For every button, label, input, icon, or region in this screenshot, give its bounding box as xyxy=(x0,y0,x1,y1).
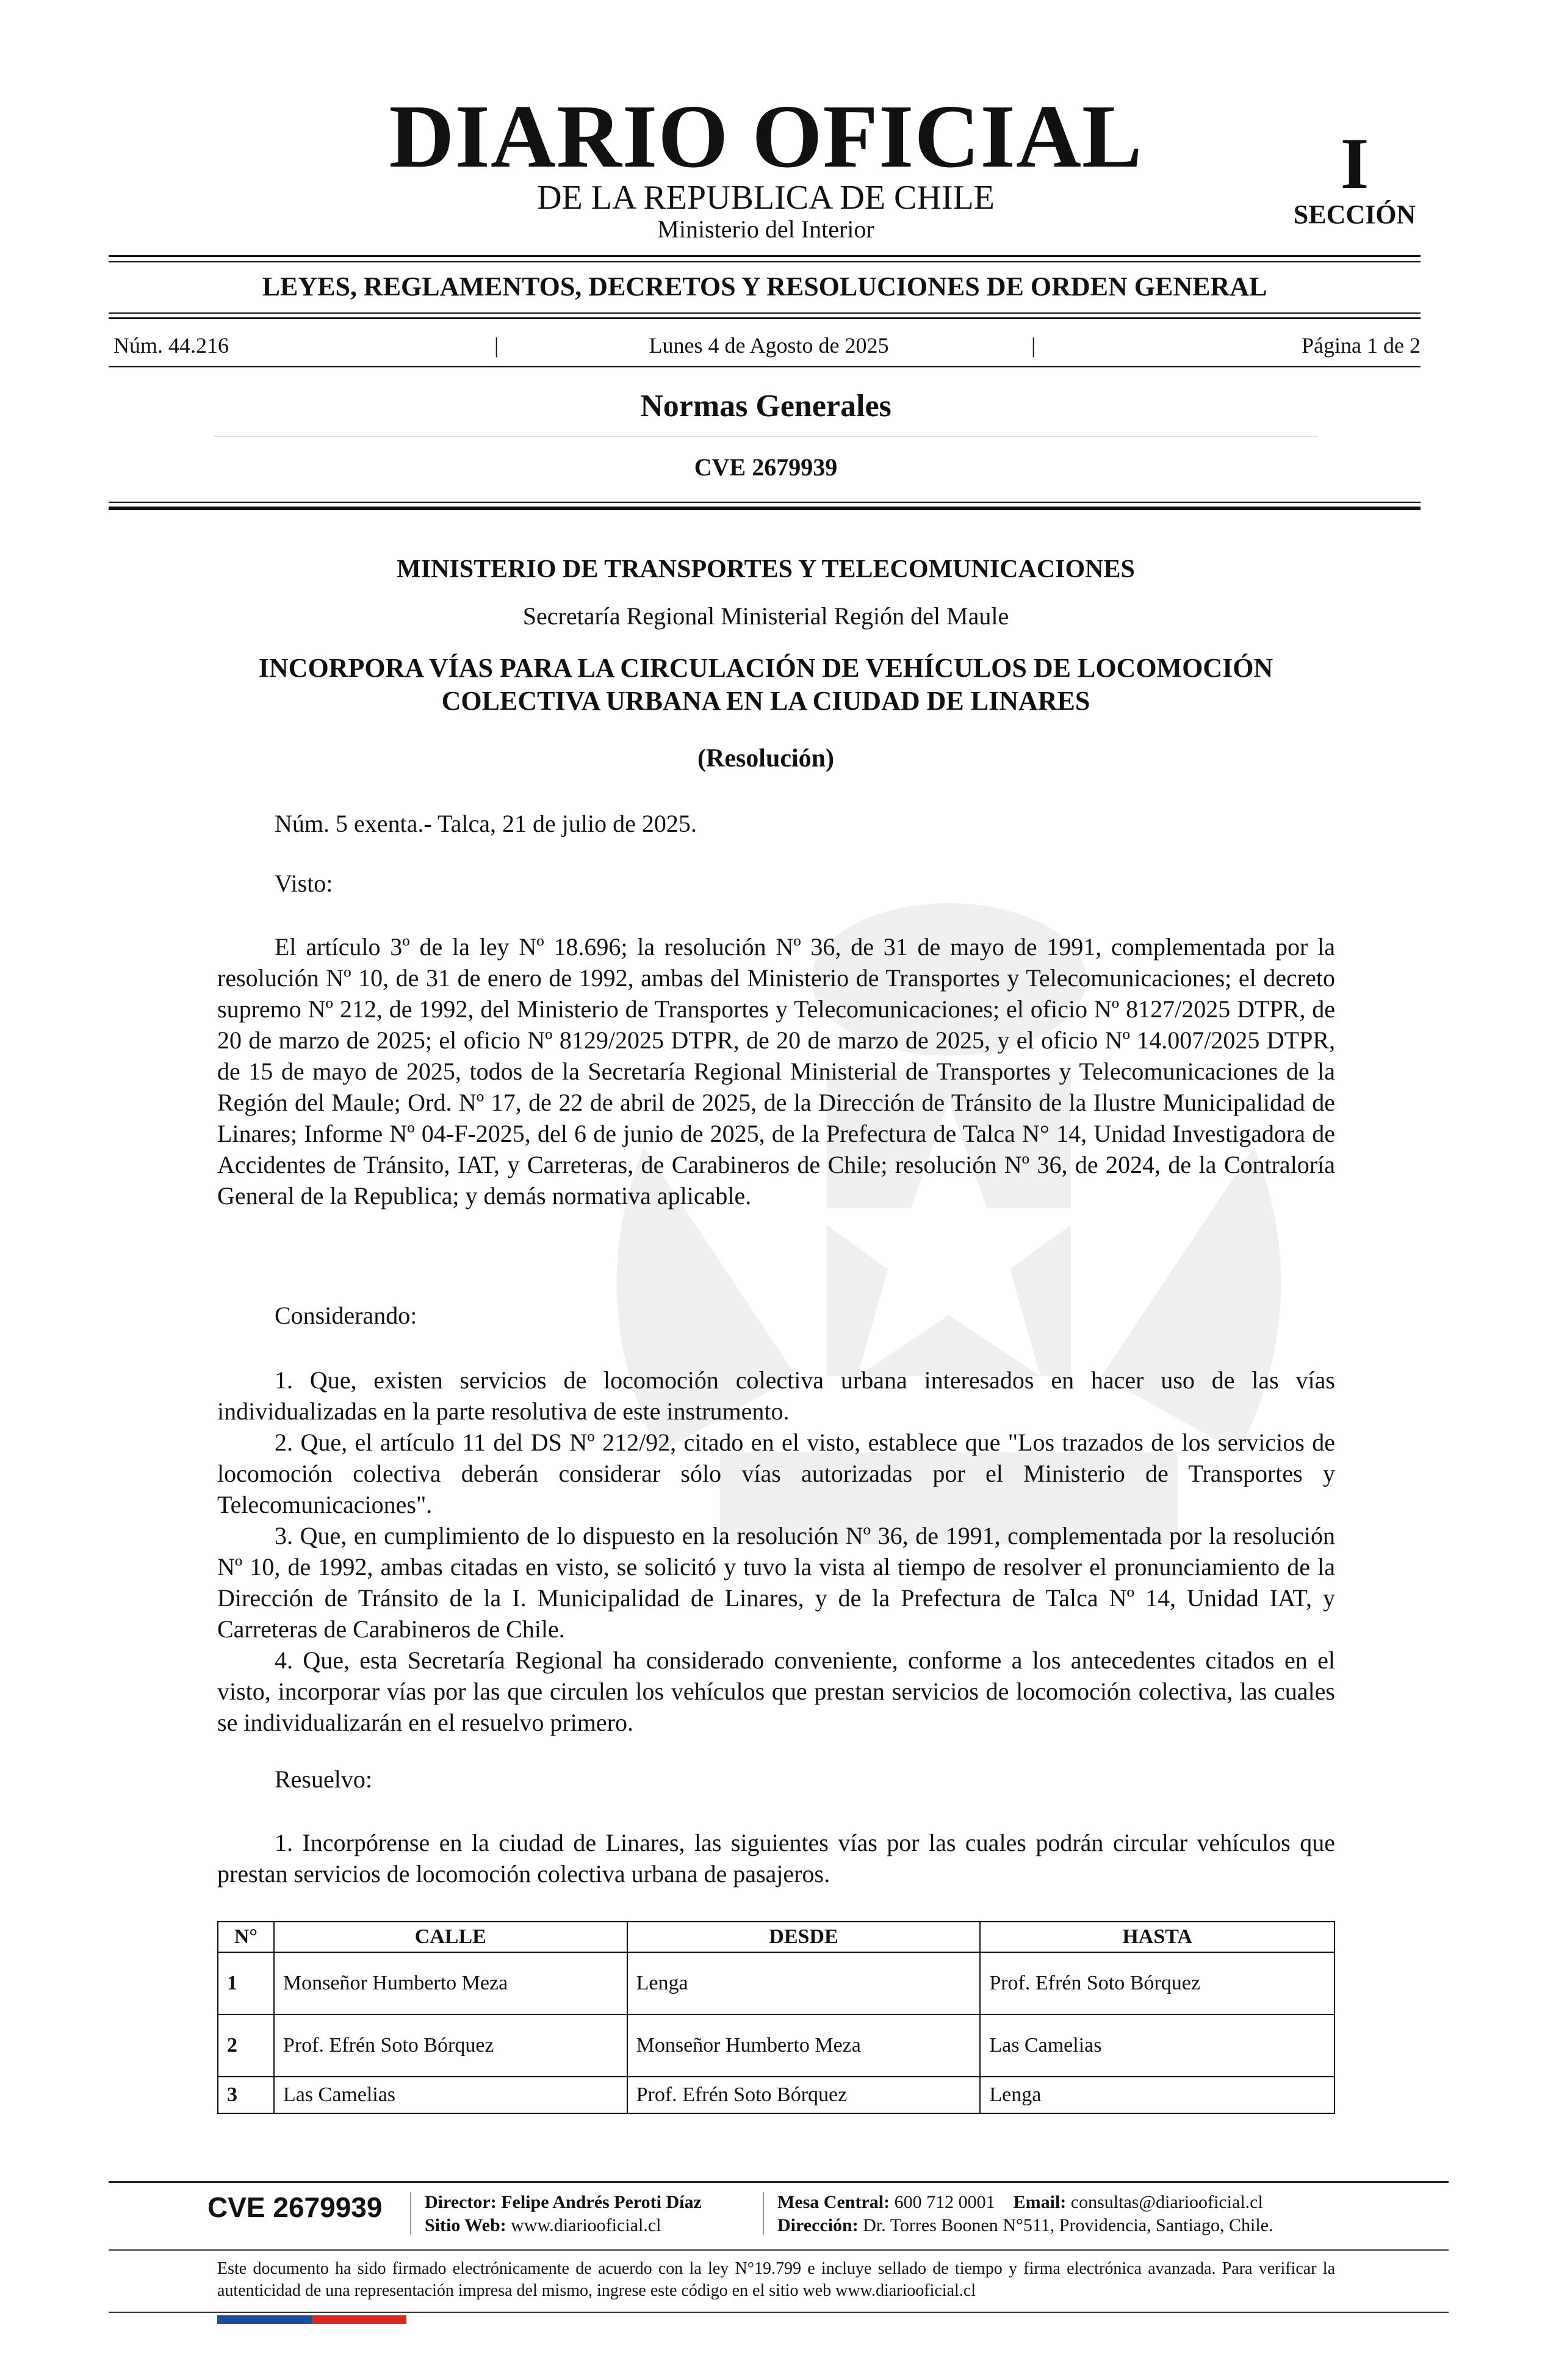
section-heading-divider xyxy=(214,436,1318,437)
visto-label: Visto: xyxy=(275,870,333,897)
section-heading: Normas Generales xyxy=(640,389,891,424)
masthead-subtitle: DE LA REPUBLICA DE CHILE xyxy=(537,179,995,217)
considerando-item: 3. Que, en cumplimiento de lo dispuesto en la resolución Nº 36, de 1991, complementada por la resolución Nº 10, de 1992, ambas citadas en visto, se solicitó y tuvo la vista al tiempo de resolver el pronunciamiento de la Dirección de Tránsito de la I. Municipalidad de Linares, y de la Prefectura de Talca Nº 14, Unidad IAT, y Carreteras de Carabineros de Chile. xyxy=(217,1522,1335,1643)
issue-date: Lunes 4 de Agosto de 2025 xyxy=(649,333,889,358)
table-header-row xyxy=(218,1922,1334,1952)
footer-rule xyxy=(109,2181,1449,2183)
document-title: INCORPORA VÍAS PARA LA CIRCULACIÓN DE VEHÍCULOS DE LOCOMOCIÓN COLECTIVA URBANA EN LA CIUDAD DE LINARES xyxy=(258,653,1273,716)
band-title: LEYES, REGLAMENTOS, DECRETOS Y RESOLUCIONES DE ORDEN GENERAL xyxy=(262,272,1267,301)
footer-legal-notice: Este documento ha sido firmado electrónicamente de acuerdo con la ley N°19.799 e incluye sellado de tiempo y firma electrónica avanzada. Para verificar la autenticidad de una representación impresa del mismo, ingrese este código en el sitio web www.diariooficial.cl xyxy=(217,2259,1335,2300)
table-cell: Prof. Efrén Soto Bórquez xyxy=(980,1952,1334,2014)
column-header: DESDE xyxy=(627,1922,981,1952)
streets-table xyxy=(217,1921,1335,2114)
column-header: HASTA xyxy=(980,1922,1334,1952)
director-label: Director: xyxy=(425,2192,497,2212)
column-header: CALLE xyxy=(274,1922,627,1952)
table-cell: Las Camelias xyxy=(274,2077,627,2113)
table-cell: 3 xyxy=(218,2077,274,2113)
table-cell: 2 xyxy=(218,2014,274,2077)
website-label: Sitio Web: xyxy=(425,2215,506,2235)
table-cell: 1 xyxy=(218,1952,274,2014)
table-row xyxy=(218,1952,1334,2014)
email-link[interactable]: consultas@diariooficial.cl xyxy=(1070,2192,1263,2212)
masthead-ministry: Ministerio del Interior xyxy=(657,215,874,243)
address-label: Dirección: xyxy=(777,2215,859,2235)
cve-code: CVE 2679939 xyxy=(694,453,838,481)
table-row xyxy=(218,2077,1334,2113)
band-rule-thick xyxy=(109,317,1421,319)
ministry-office: Secretaría Regional Ministerial Región del Maule xyxy=(522,602,1009,630)
resuelvo-paragraph: 1. Incorpórense en la ciudad de Linares, las siguientes vías por las cuales podrán circular vehículos que prestan servicios de locomoción colectiva urbana de pasajeros. xyxy=(217,1829,1335,1888)
flag-stripe xyxy=(217,2315,406,2324)
resuelvo-label: Resuelvo: xyxy=(275,1765,372,1793)
considerando-item: 2. Que, el artículo 11 del DS Nº 212/92, citado en el visto, establece que "Los trazados de los servicios de locomoción colectiva deberán considerar sólo vías autorizadas por el Ministerio de Transportes y Telecomunicaciones". xyxy=(217,1429,1335,1518)
table-cell: Lenga xyxy=(980,2077,1334,2113)
issue-separator: | xyxy=(1031,333,1036,358)
flag-stripe-segment xyxy=(359,2315,407,2324)
footer-cve-code: CVE 2679939 xyxy=(207,2191,383,2223)
director-name: Felipe Andrés Peroti Díaz xyxy=(501,2192,702,2212)
table-cell: Monseñor Humberto Meza xyxy=(627,2014,981,2077)
table-cell: Las Camelias xyxy=(980,2014,1334,2077)
visto-paragraph: El artículo 3º de la ley Nº 18.696; la resolución Nº 36, de 31 de mayo de 1991, complementada por la resolución Nº 10, de 31 de enero de 1992, ambas del Ministerio de Transportes y Telecomunicaciones; el decreto supremo Nº 212, de 1992, del Ministerio de Transportes y Telecomunicaciones; el oficio Nº 8127/2025 DTPR, de 20 de marzo de 2025; el oficio Nº 8129/2025 DTPR, de 20 de marzo de 2025, y el oficio Nº 14.007/2025 DTPR, de 15 de mayo de 2025, todos de la Secretaría Regional Ministerial de Transportes y Telecomunicaciones de la Región del Maule; Ord. Nº 17, de 22 de abril de 2025, de la Dirección de Tránsito de la Ilustre Municipalidad de Linares; Informe Nº 04-F-2025, del 6 de junio de 2025, de la Prefectura de Talca N° 14, Unidad Investigadora de Accidentes de Tránsito, IAT, y Carreteras, de Carabineros de Chile; resolución Nº 36, de 2024, de la Contraloría General de la Republica; y demás normativa aplicable. xyxy=(217,933,1335,1210)
table-cell: Prof. Efrén Soto Bórquez xyxy=(274,2014,627,2077)
footer-divider xyxy=(763,2192,764,2235)
flag-stripe-segment xyxy=(217,2315,265,2324)
band-rule-thin xyxy=(109,312,1421,314)
column-header: N° xyxy=(218,1922,274,1952)
footer-contact-block xyxy=(777,2191,1273,2237)
section-label: SECCIÓN xyxy=(1293,200,1416,229)
issue-separator: | xyxy=(494,333,499,358)
footer-rule xyxy=(109,2312,1449,2313)
flag-stripe-segment xyxy=(312,2315,359,2324)
section-numeral: I xyxy=(1340,123,1369,204)
issue-number: Núm. 44.216 xyxy=(113,333,229,358)
considerando-list xyxy=(217,1365,1335,1738)
considerando-item: 4. Que, esta Secretaría Regional ha considerado conveniente, conforme a los antecedentes citados en el visto, incorporar vías por las que circulen los vehículos que prestan servicios de locomoción colectiva, las cuales se individualizarán en el resuelvo primero. xyxy=(217,1646,1335,1736)
issue-page: Página 1 de 2 xyxy=(1302,333,1421,358)
considerando-label: Considerando: xyxy=(275,1302,417,1329)
footer-rule xyxy=(109,2249,1449,2251)
address-text: Dr. Torres Boonen N°511, Providencia, Santiago, Chile. xyxy=(863,2215,1273,2235)
masthead-title: DIARIO OFICIAL xyxy=(389,87,1143,187)
table-cell: Monseñor Humberto Meza xyxy=(274,1952,627,2014)
masthead-rule-thick xyxy=(109,255,1421,257)
resolution-number: Núm. 5 exenta.- Talca, 21 de julio de 2025. xyxy=(275,810,697,837)
phone-number: 600 712 0001 xyxy=(894,2192,995,2212)
table-cell: Lenga xyxy=(627,1952,981,2014)
footer-director-block xyxy=(425,2191,702,2237)
website-link[interactable]: www.diariooficial.cl xyxy=(511,2215,661,2235)
table-row xyxy=(218,2014,1334,2077)
issue-rule xyxy=(109,366,1421,367)
considerando-item: 1. Que, existen servicios de locomoción colectiva urbana interesados en hacer uso de las vías individualizadas en la parte resolutiva de este instrumento. xyxy=(217,1366,1335,1425)
ministry-name: MINISTERIO DE TRANSPORTES Y TELECOMUNICACIONES xyxy=(397,555,1135,583)
masthead-rule-thin xyxy=(109,261,1421,262)
table-cell: Prof. Efrén Soto Bórquez xyxy=(627,2077,981,2113)
cve-rule-thin xyxy=(109,502,1421,503)
cve-rule-thick xyxy=(109,507,1421,510)
email-label: Email: xyxy=(1013,2192,1067,2212)
footer-divider xyxy=(410,2192,411,2235)
document-type: (Resolución) xyxy=(697,745,834,773)
phone-label: Mesa Central: xyxy=(777,2192,890,2212)
flag-stripe-segment xyxy=(265,2315,312,2324)
